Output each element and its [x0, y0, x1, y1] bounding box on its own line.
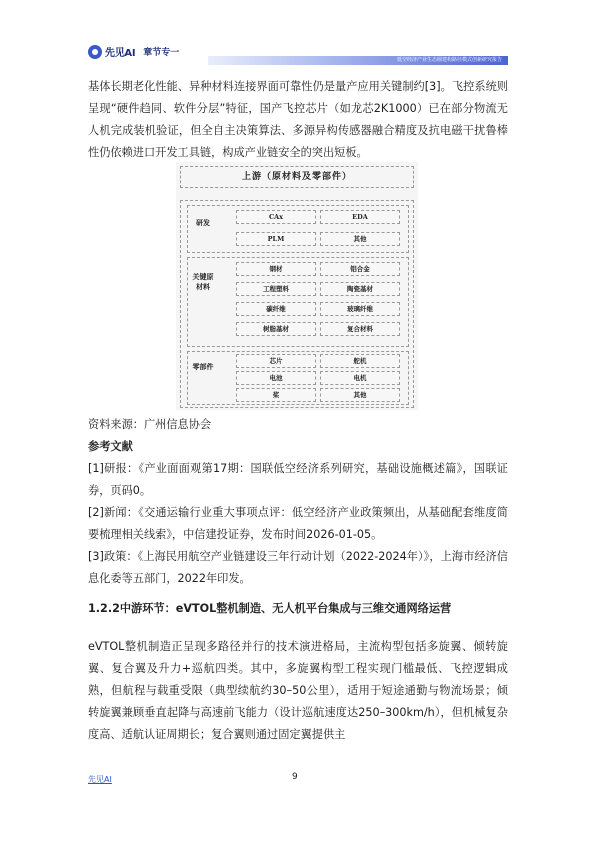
figure-title-box	[180, 166, 414, 188]
references	[88, 436, 508, 590]
figure-cell: 电池	[236, 371, 316, 385]
figure-cell: 复合材料	[320, 322, 400, 336]
figure-body	[180, 200, 414, 408]
figure-title: 上游（原材料及零部件）	[241, 172, 352, 182]
figure-cell: 其他	[320, 388, 400, 402]
figure-cell: 玻璃纤维	[320, 302, 400, 316]
section-label-materials: 关键原材料	[192, 272, 214, 291]
figure-cell: EDA	[320, 210, 400, 224]
figure-cell: 铝合金	[320, 262, 400, 276]
section-label-rd: 研发	[196, 218, 210, 227]
section-heading: 1.2.2中游环节：eVTOL整机制造、无人机平台集成与三维交通网络运营	[88, 602, 452, 615]
reference-item: [1]研报：《产业面面观第17期：国联低空经济系列研究，基础设施概述篇》，国联证券，页码0。	[88, 462, 508, 497]
header-band-text: 低空经济产业生态圈建构路径模式创新研究报告	[396, 57, 502, 63]
intro-section	[88, 76, 508, 164]
upstream-figure	[176, 162, 418, 410]
figure-cell: CAx	[236, 210, 316, 224]
figure-cell: 舵机	[320, 354, 400, 368]
figure-section-materials	[187, 257, 409, 347]
page-number: 9	[292, 772, 298, 782]
figure-cell: 陶瓷基材	[320, 282, 400, 296]
figure-section-rd	[187, 205, 409, 253]
figure-cell: 工程塑料	[236, 282, 316, 296]
references-heading: 参考文献	[88, 440, 133, 453]
figure-cell: PLM	[236, 232, 316, 246]
partner-name: 章节专一	[143, 48, 180, 58]
figure-cell: 钢材	[236, 262, 316, 276]
figure-cell: 树脂基材	[236, 322, 316, 336]
brand-logo	[88, 44, 179, 59]
figure-cell: 电机	[320, 371, 400, 385]
header-band	[208, 56, 508, 65]
figure-section-components	[187, 351, 409, 405]
figure-cell: 碳纤维	[236, 302, 316, 316]
body-section	[88, 636, 508, 746]
figure-source: 资料来源：广州信息协会	[88, 418, 212, 431]
brand-name: 先见AI	[105, 48, 136, 59]
reference-item: [3]政策：《上海民用航空产业链建设三年行动计划（2022-2024年）》，上海市经济信息化委等五部门，2022年印发。	[88, 550, 508, 585]
body-paragraph: eVTOL整机制造正呈现多路径并行的技术演进格局，主流构型包括多旋翼、倾转旋翼、复合翼及升力+巡航四类。其中，多旋翼构型工程实现门槛最低、飞控逻辑成熟，但航程与载重受限（典型续航约30–50公里），适用于短途通勤与物流场景；倾转旋翼兼顾垂直起降与高速前飞能力（设计巡航速度达250–300km/h），但机械复杂度高、适航认证周期长；复合翼则通过固定翼提供主	[88, 640, 508, 741]
figure-cell: 其他	[320, 232, 400, 246]
reference-item: [2]新闻：《交通运输行业重大事项点评：低空经济产业政策频出，从基础配套维度简要梳理相关线索》，中信建投证券，发布时间2026-01-05。	[88, 506, 508, 541]
footer-link[interactable]: 先见AI	[88, 775, 112, 784]
intro-paragraph: 基体长期老化性能、异种材料连接界面可靠性仍是量产应用关键制约[3]。飞控系统则呈现“硬件趋同、软件分层”特征，国产飞控芯片（如龙芯2K1000）已在部分物流无人机完成装机验证，但全自主决策算法、多源异构传感器融合精度及抗电磁干扰鲁棒性仍依赖进口开发工具链，构成产业链安全的突出短板。	[88, 80, 508, 159]
page-header	[88, 40, 508, 66]
brand-logo-icon	[88, 45, 102, 59]
figure-cell: 芯片	[236, 354, 316, 368]
figure-cell: 桨	[236, 388, 316, 402]
section-label-components: 零部件	[192, 362, 214, 371]
